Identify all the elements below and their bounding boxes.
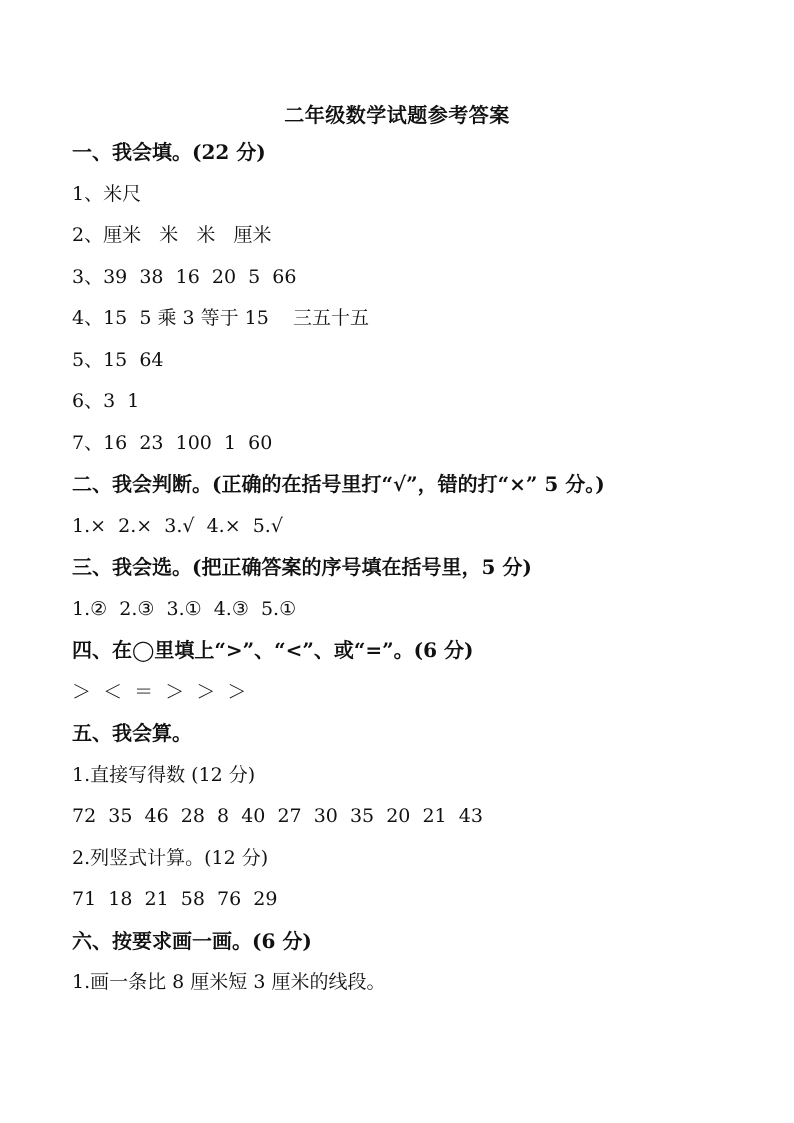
answer-line: 1.直接写得数 (12 分) (72, 764, 256, 786)
answer-line: 1.画一条比 8 厘米短 3 厘米的线段。 (72, 971, 386, 993)
section-heading: 四、在◯里填上“>”、“<”、或“=”。(6 分) (72, 638, 474, 662)
section-heading: 一、我会填。(22 分) (72, 140, 266, 164)
section-heading: 五、我会算。 (72, 721, 192, 745)
answer-line: 2、厘米 米 米 厘米 (72, 224, 272, 246)
answer-line: 1.× 2.× 3.√ 4.× 5.√ (72, 515, 283, 537)
answer-line: 5、15 64 (72, 349, 164, 371)
section-heading: 二、我会判断。(正确的在括号里打“√”，错的打“×” 5 分。) (72, 472, 605, 496)
answer-line: 2.列竖式计算。(12 分) (72, 847, 269, 869)
answer-line: 7、16 23 100 1 60 (72, 432, 273, 454)
page-title: 二年级数学试题参考答案 (284, 103, 510, 127)
answer-line: 6、3 1 (72, 390, 140, 412)
answer-line: 3、39 38 16 20 5 66 (72, 266, 297, 288)
answer-line: 72 35 46 28 8 40 27 30 35 20 21 43 (72, 805, 483, 827)
answer-line: ＞ ＜ ＝ ＞ ＞ ＞ (72, 681, 247, 703)
section-heading: 三、我会选。(把正确答案的序号填在括号里，5 分) (72, 555, 532, 579)
answer-line: 1、米尺 (72, 183, 142, 205)
answer-line: 1.② 2.③ 3.① 4.③ 5.① (72, 598, 297, 620)
answer-line: 71 18 21 58 76 29 (72, 888, 278, 910)
answer-line: 4、15 5 乘 3 等于 15 三五十五 (72, 307, 370, 329)
section-heading: 六、按要求画一画。(6 分) (72, 929, 312, 953)
